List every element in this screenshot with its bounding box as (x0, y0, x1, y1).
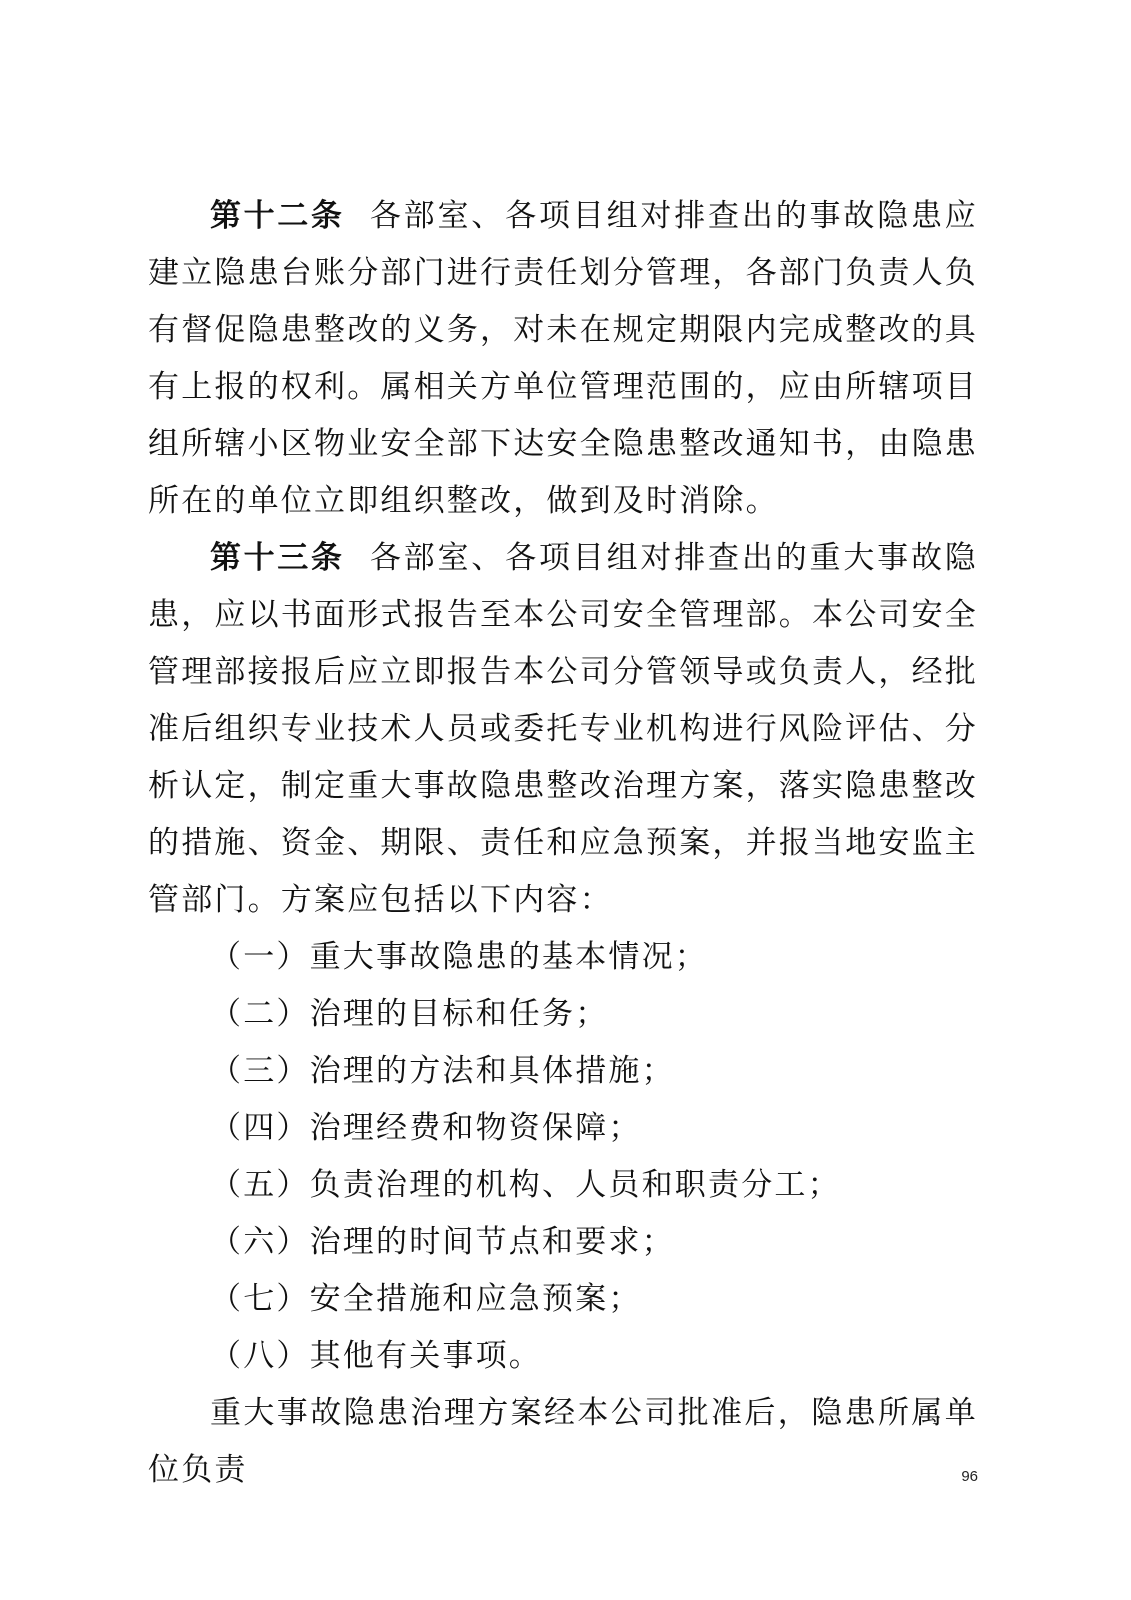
article-12-paragraph (148, 188, 978, 530)
list-item: （七）安全措施和应急预案； (210, 1281, 642, 1317)
article-12-body: 各部室、各项目组对排查出的事故隐患应建立隐患台账分部门进行责任划分管理，各部门负责人负有督促隐患整改的义务，对未在规定期限内完成整改的具有上报的权利。属相关方单位管理范围的，应由所辖项目组所辖小区物业安全部下达安全隐患整改通知书，由隐患所在的单位立即组织整改，做到及时消除。 (148, 198, 978, 519)
article-13-title: 第十三条 (210, 540, 345, 576)
closing-paragraph: 重大事故隐患治理方案经本公司批准后，隐患所属单位负责 (148, 1395, 978, 1488)
list-item: （四）治理经费和物资保障； (210, 1110, 642, 1146)
article-13-paragraph (148, 530, 978, 929)
list-item: （一）重大事故隐患的基本情况； (210, 939, 708, 975)
list-item: （三）治理的方法和具体措施； (210, 1053, 675, 1089)
list-item: （五）负责治理的机构、人员和职责分工； (210, 1167, 841, 1203)
document-body (148, 188, 978, 1499)
page-number: 96 (961, 1468, 978, 1485)
article-13-body: 各部室、各项目组对排查出的重大事故隐患，应以书面形式报告至本公司安全管理部。本公司安全管理部接报后应立即报告本公司分管领导或负责人，经批准后组织专业技术人员或委托专业机构进行风险评估、分析认定，制定重大事故隐患整改治理方案，落实隐患整改的措施、资金、期限、责任和应急预案，并报当地安监主管部门。方案应包括以下内容： (148, 540, 978, 918)
article-12-spacer (344, 198, 369, 234)
list-item: （八）其他有关事项。 (210, 1338, 542, 1374)
list-item: （二）治理的目标和任务； (210, 996, 609, 1032)
article-12-title: 第十二条 (210, 198, 345, 234)
article-13-spacer (344, 540, 369, 576)
list-item: （六）治理的时间节点和要求； (210, 1224, 675, 1260)
